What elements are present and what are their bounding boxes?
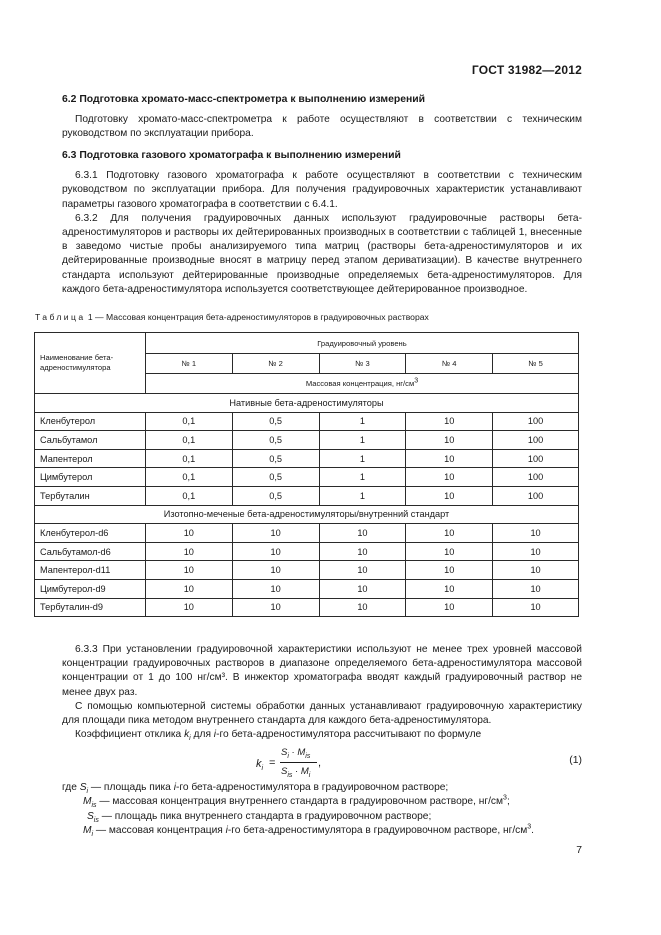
- native-cell-value-level-5: 100: [493, 468, 579, 487]
- table-caption-text: 1 — Массовая концентрация бета-адреностимуляторов в градуировочных растворах: [87, 312, 429, 322]
- labeled-cell-value-level-2: 10: [232, 579, 319, 598]
- unit-header: Массовая концентрация, $нг/см^3$: [145, 374, 578, 394]
- labeled-cell-name: Цимбутерол-d9: [35, 579, 146, 598]
- native-cell-value-level-1: 0,1: [145, 468, 232, 487]
- table-row: [35, 412, 579, 431]
- native-cell-name: Цимбутерол: [35, 468, 146, 487]
- page-number: 7: [576, 845, 582, 856]
- section-6-2-text: Подготовку хромато-масс-спектрометра к работе осуществляют в соответствии с техническим руководством по эксплуатации прибора.: [62, 114, 582, 140]
- table-row: [35, 468, 579, 487]
- level-4-header: № 4: [406, 354, 493, 374]
- labeled-cell-value-level-4: 10: [406, 542, 493, 561]
- native-cell-value-level-4: 10: [406, 431, 493, 450]
- legend-row-sis: $S_{is}$ — площадь пика внутреннего стандарта в градуировочном растворе;: [87, 810, 432, 824]
- fraction-bar: [280, 762, 317, 763]
- labeled-cell-value-level-4: 10: [406, 598, 493, 617]
- labeled-cell-value-level-3: 10: [319, 524, 406, 543]
- table-row: [35, 524, 579, 543]
- paragraph-response-factor: Коэффициент отклика $k_i$ для i-го бета-адреностимулятора рассчитывают по формуле: [75, 729, 482, 743]
- labeled-cell-value-level-1: 10: [145, 524, 232, 543]
- level-1-header: № 1: [145, 354, 232, 374]
- formula-numerator: $S_i \cdot M_{is}$: [281, 747, 311, 760]
- section-6-2-title: 6.2 Подготовка хромато-масс-спектрометра к выполнению измерений: [62, 94, 426, 105]
- labeled-cell-value-level-5: 10: [493, 579, 579, 598]
- labeled-cell-value-level-4: 10: [406, 561, 493, 580]
- paragraph-6-3-2: 6.3.2 Для получения градуировочных данных используют градуировочные растворы бета-адреностимуляторов и растворы их дейтерированных производных в соответствии с таблицей 1, внесенные в заведомо чистые пробы анализируемого типа матриц (растворы бета-адреностимуляторов и их дейтерированные производные вносят в матрицу перед этапом дериватизации). В качестве внутреннего стандарта используют дейтерированные производные определяемых бета-адреностимуляторов. Для каждого бета-адреностимулятора используется соответствующее дейтерированное производное.: [62, 212, 582, 295]
- native-cell-name: Сальбутамол: [35, 431, 146, 450]
- native-cell-value-level-2: 0,5: [232, 412, 319, 431]
- labeled-cell-value-level-2: 10: [232, 524, 319, 543]
- native-cell-value-level-2: 0,5: [232, 468, 319, 487]
- native-cell-name: Тербуталин: [35, 486, 146, 505]
- native-cell-name: Кленбутерол: [35, 412, 146, 431]
- legend-row-mis: $M_{is}$ — массовая концентрация внутреннего стандарта в градуировочном растворе, $нг/см^3$;: [83, 795, 510, 810]
- level-header: Градуировочный уровень: [145, 333, 578, 354]
- native-cell-value-level-4: 10: [406, 468, 493, 487]
- labeled-cell-value-level-3: 10: [319, 542, 406, 561]
- section-6-2: [62, 93, 582, 142]
- level-2-header: № 2: [232, 354, 319, 374]
- native-cell-value-level-2: 0,5: [232, 431, 319, 450]
- group-native-header: Нативные бета-адреностимуляторы: [35, 394, 579, 413]
- native-cell-value-level-5: 100: [493, 412, 579, 431]
- formula-number: (1): [569, 755, 582, 766]
- table-caption-label: Таблица: [35, 312, 86, 322]
- native-cell-value-level-5: 100: [493, 449, 579, 468]
- corner-header: Наименование бета-адреностимулятора: [35, 333, 146, 394]
- table-row: [35, 449, 579, 468]
- response-factor-formula: $k_i$ = $S_i \cdot M_{is}$ $S_{is} \cdot M_i$ ,: [256, 747, 322, 779]
- native-cell-name: Мапентерол: [35, 449, 146, 468]
- native-cell-value-level-1: 0,1: [145, 412, 232, 431]
- paragraph-6-3-3: 6.3.3 При установлении градуировочной характеристики используют не менее трех уровней массовой концентрации градуировочных растворов в диапазоне определяемого бета-адреностимулятора массовой концентрации от 1 до 100 нг/см³. В инжектор хроматографа вводят каждый градуировочный раствор не менее двух раз.: [62, 644, 582, 698]
- section-6-3-3: [62, 643, 582, 742]
- level-5-header: № 5: [493, 354, 579, 374]
- native-cell-value-level-3: 1: [319, 468, 406, 487]
- native-cell-value-level-4: 10: [406, 486, 493, 505]
- table-row: [35, 561, 579, 580]
- section-6-3-title: 6.3 Подготовка газового хроматографа к выполнению измерений: [62, 150, 401, 161]
- labeled-cell-value-level-2: 10: [232, 561, 319, 580]
- table-caption: [35, 312, 429, 322]
- native-cell-value-level-1: 0,1: [145, 449, 232, 468]
- labeled-cell-value-level-5: 10: [493, 561, 579, 580]
- table-row: [35, 542, 579, 561]
- group-labeled-header: Изотопно-меченые бета-адреностимуляторы/внутренний стандарт: [35, 505, 579, 524]
- formula-legend: [62, 781, 534, 839]
- labeled-cell-name: Мапентерол-d11: [35, 561, 146, 580]
- labeled-cell-value-level-4: 10: [406, 524, 493, 543]
- labeled-cell-value-level-5: 10: [493, 598, 579, 617]
- native-cell-value-level-4: 10: [406, 449, 493, 468]
- labeled-cell-name: Тербуталин-d9: [35, 598, 146, 617]
- formula-equals: =: [269, 757, 276, 769]
- standard-header: ГОСТ 31982—2012: [471, 63, 582, 77]
- table-row: [35, 431, 579, 450]
- legend-row-si: где $S_i$ — площадь пика i-го бета-адреностимулятора в градуировочном растворе;: [62, 782, 449, 796]
- native-cell-value-level-4: 10: [406, 412, 493, 431]
- native-cell-value-level-3: 1: [319, 431, 406, 450]
- labeled-cell-value-level-1: 10: [145, 542, 232, 561]
- labeled-cell-value-level-2: 10: [232, 598, 319, 617]
- labeled-cell-value-level-1: 10: [145, 598, 232, 617]
- formula-denominator: $S_{is} \cdot M_i$: [281, 766, 311, 779]
- formula-lhs: $k_i$: [256, 758, 264, 773]
- labeled-cell-name: Сальбутамол-d6: [35, 542, 146, 561]
- calibration-table: [34, 332, 579, 617]
- native-cell-value-level-1: 0,1: [145, 486, 232, 505]
- paragraph-software: С помощью компьютерной системы обработки данных устанавливают градуировочную характеристику для площади пика методом внутреннего стандарта для каждого бета-адреностимулятора.: [62, 700, 582, 727]
- native-cell-value-level-3: 1: [319, 449, 406, 468]
- native-cell-value-level-1: 0,1: [145, 431, 232, 450]
- labeled-cell-value-level-1: 10: [145, 579, 232, 598]
- table-row: [35, 579, 579, 598]
- labeled-cell-value-level-1: 10: [145, 561, 232, 580]
- labeled-cell-value-level-3: 10: [319, 561, 406, 580]
- labeled-cell-value-level-3: 10: [319, 598, 406, 617]
- labeled-cell-value-level-2: 10: [232, 542, 319, 561]
- paragraph-6-3-1: 6.3.1 Подготовку газового хроматографа к работе осуществляют в соответствии с техническим руководством по эксплуатации прибора. Для получения градуировочных характеристик устанавливают параметры газового хроматографа в соответствии с 6.4.1.: [62, 170, 582, 210]
- native-cell-value-level-2: 0,5: [232, 486, 319, 505]
- table-row: [35, 486, 579, 505]
- labeled-cell-value-level-5: 10: [493, 524, 579, 543]
- level-3-header: № 3: [319, 354, 406, 374]
- labeled-cell-value-level-3: 10: [319, 579, 406, 598]
- native-cell-value-level-5: 100: [493, 486, 579, 505]
- native-cell-value-level-3: 1: [319, 486, 406, 505]
- labeled-cell-value-level-4: 10: [406, 579, 493, 598]
- table-row: [35, 598, 579, 617]
- labeled-cell-name: Кленбутерол-d6: [35, 524, 146, 543]
- legend-row-mi: $M_i$ — массовая концентрация i-го бета-адреностимулятора в градуировочном растворе, $нг/см^3$.: [83, 823, 535, 839]
- native-cell-value-level-5: 100: [493, 431, 579, 450]
- labeled-cell-value-level-5: 10: [493, 542, 579, 561]
- native-cell-value-level-3: 1: [319, 412, 406, 431]
- section-6-3: [62, 149, 582, 297]
- native-cell-value-level-2: 0,5: [232, 449, 319, 468]
